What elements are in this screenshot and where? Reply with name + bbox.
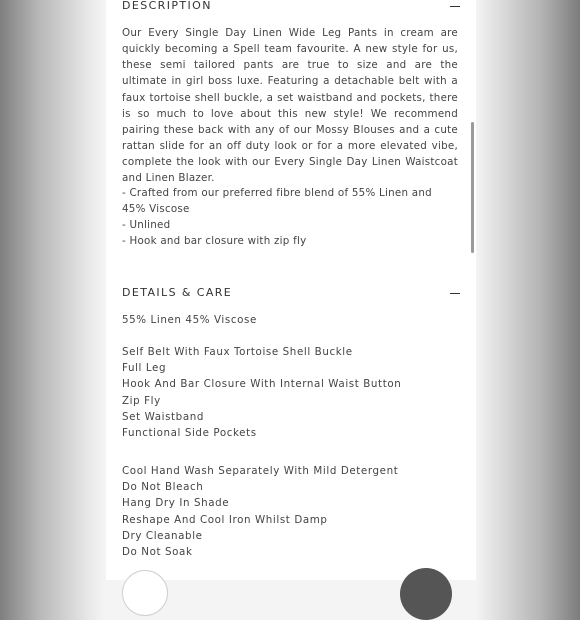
list-item: Set Waistband — [122, 410, 204, 423]
chat-button[interactable] — [400, 568, 452, 620]
features-list — [122, 344, 401, 441]
list-item: Dry Cleanable — [122, 529, 203, 542]
circle-button-left[interactable] — [122, 570, 168, 616]
list-item: Zip Fly — [122, 394, 161, 407]
list-item: Functional Side Pockets — [122, 427, 257, 440]
collapse-icon[interactable] — [450, 0, 460, 10]
list-item: Hang Dry In Shade — [122, 497, 230, 510]
list-item: Hook And Bar Closure With Internal Waist Button — [122, 378, 402, 391]
bullet-item: - Crafted from our preferred fibre blend of 55% Linen and 45% Viscose — [122, 187, 432, 216]
bullet-item: - Hook and bar closure with zip fly — [122, 235, 307, 248]
details-care-title: DETAILS & CARE — [122, 285, 233, 299]
list-item: Do Not Soak — [122, 546, 193, 559]
description-bullets — [122, 185, 458, 250]
description-title: DESCRIPTION — [122, 0, 212, 12]
list-item: Cool Hand Wash Separately With Mild Detergent — [122, 465, 399, 477]
product-info-panel — [106, 0, 476, 580]
fabric-composition: 55% Linen 45% Viscose — [122, 314, 257, 326]
bullet-item: - Unlined — [122, 219, 171, 232]
description-text: Our Every Single Day Linen Wide Leg Pants in cream are quickly becoming a Spell team favourite. A new style for us, these semi tailored pants are true to size and are the ultimate in girl boss luxe. Featuring a detachable belt with a faux tortoise shell buckle, a set waistband and pockets, there is so much to love about this new style! We recommend pairing these back with any of our Mossy Blouses and a cute rattan slide for an off duty look or for a more elevated vibe, complete the look with our Every Single Day Linen Waistcoat and Linen Blazer. — [122, 27, 458, 185]
care-list — [122, 463, 398, 560]
details-care-header[interactable] — [122, 284, 460, 300]
list-item: Do Not Bleach — [122, 481, 204, 494]
list-item: Full Leg — [122, 362, 167, 375]
scrollbar[interactable] — [471, 122, 474, 253]
description-header[interactable] — [122, 0, 460, 13]
list-item: Reshape And Cool Iron Whilst Damp — [122, 513, 328, 526]
collapse-icon[interactable] — [450, 287, 460, 297]
list-item: Self Belt With Faux Tortoise Shell Buckle — [122, 346, 353, 358]
